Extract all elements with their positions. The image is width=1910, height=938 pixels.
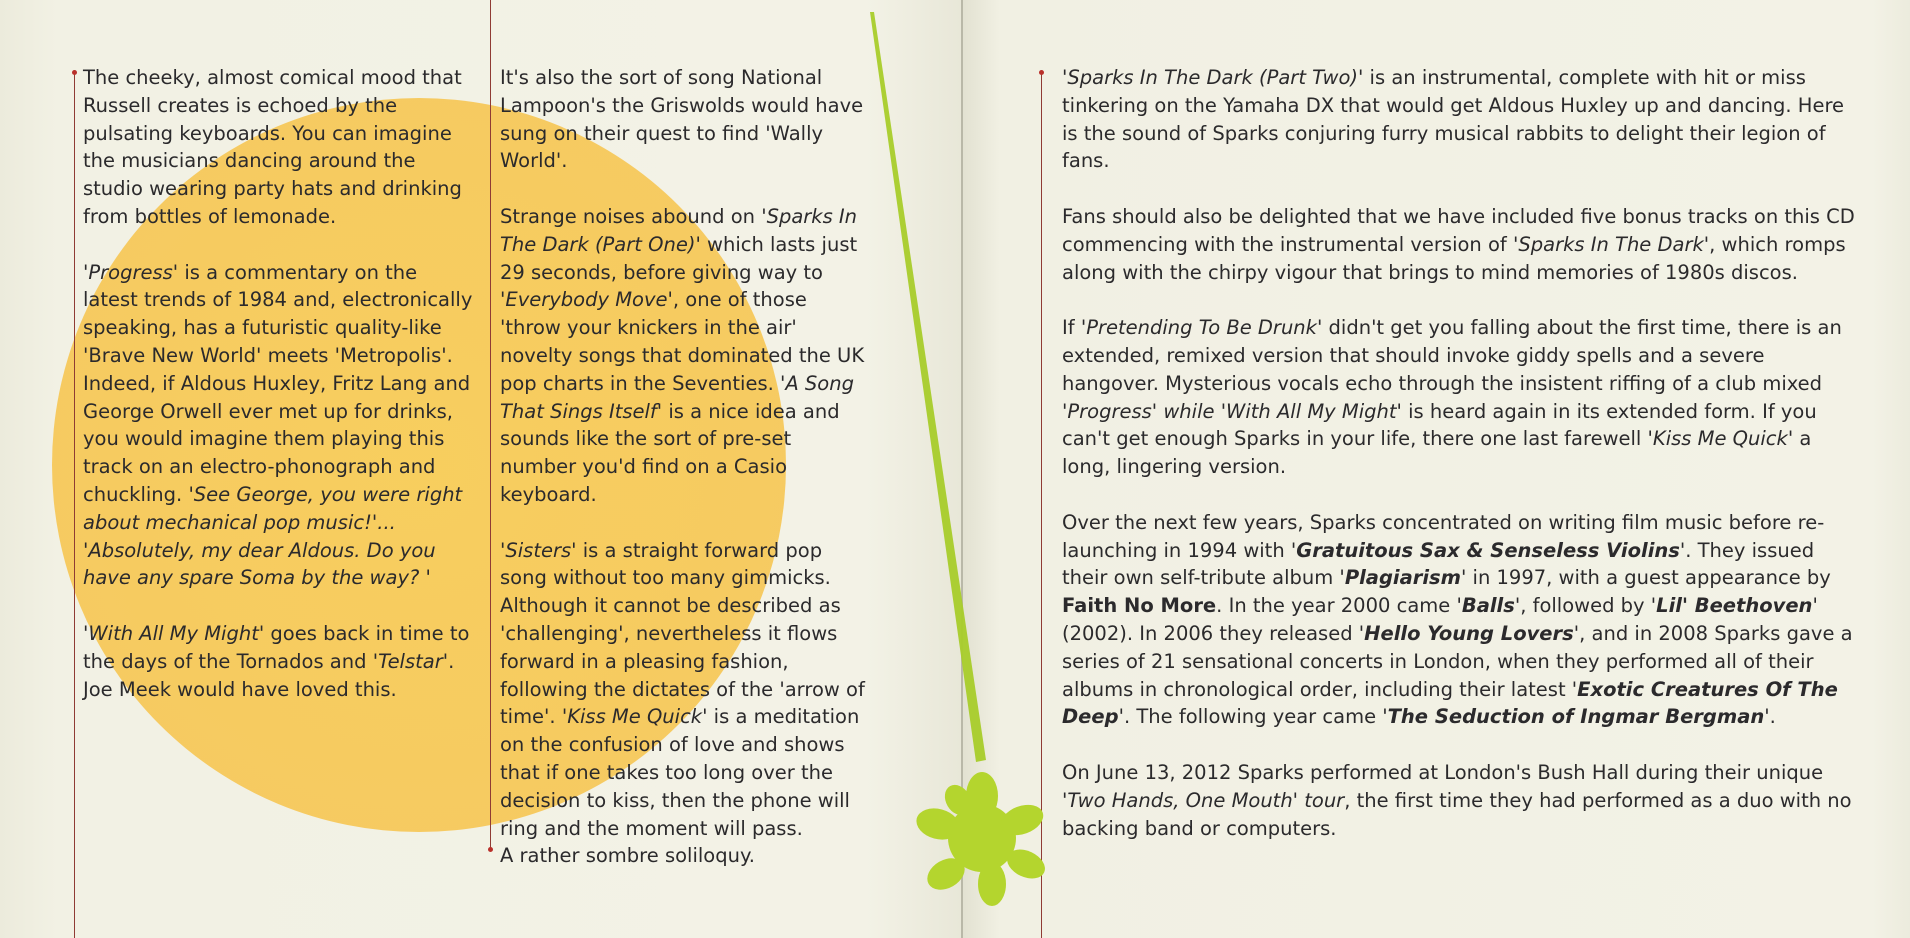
song-title: Pretending To Be Drunk bbox=[1086, 316, 1317, 340]
song-title: Sparks In The Dark bbox=[1518, 232, 1704, 256]
middle-column-text bbox=[500, 64, 870, 898]
album-title: Hello Young Lovers bbox=[1364, 621, 1574, 645]
tour-title: 'Two Hands, One Mouth' tour bbox=[1062, 788, 1345, 812]
album-title: Plagiarism bbox=[1344, 566, 1461, 590]
paragraph: It's also the sort of song National Lampoon's the Griswolds would have sung on their quest to find 'Wally World'. bbox=[500, 66, 864, 173]
song-title: Progress bbox=[88, 260, 173, 284]
paragraph: If 'Pretending To Be Drunk' didn't get you falling about the first time, there is an extended, remixed version that should invoke giddy spells and a severe hangover. Mysterious vocals echo through the insistent riffing of a club mixed 'Progress' while 'With All My Might' is heard again in its extended form. If you can't get enough Sparks in your life, there one last farewell 'Kiss Me Quick' a long, lingering version. bbox=[1062, 316, 1842, 479]
album-title: Balls bbox=[1461, 594, 1515, 618]
song-title: A Song That Sings Itself bbox=[500, 371, 854, 423]
quote: 'See George, you were right about mechanical pop music!'... 'Absolutely, my dear Aldous. Do you have any spare Soma by the way? ' bbox=[83, 482, 463, 590]
song-title: Sparks In The Dark (Part Two) bbox=[1067, 66, 1358, 89]
song-title: Kiss Me Quick bbox=[567, 705, 703, 729]
song-title: Kiss Me Quick bbox=[1652, 427, 1788, 451]
band-name: Faith No More bbox=[1062, 594, 1217, 618]
booklet-spine bbox=[961, 0, 963, 938]
song-title: With All My Might bbox=[88, 621, 259, 645]
album-title: The Seduction of Ingmar Bergman bbox=[1387, 705, 1765, 729]
paragraph: The cheeky, almost comical mood that Russell creates is echoed by the pulsating keyboards. You can imagine the musicians dancing around the studio wearing party hats and drinking from bottles of lemonade. bbox=[83, 66, 462, 228]
left-column-text bbox=[83, 64, 478, 731]
paragraph: On June 13, 2012 Sparks performed at London's Bush Hall during their unique 'Two Hands, One Mouth' tour, the first time they had performed as a duo with no backing band or computers. bbox=[1062, 760, 1852, 840]
right-column-text bbox=[1062, 64, 1860, 870]
paragraph: Strange noises abound on 'Sparks In The Dark (Part One)' which lasts just 29 seconds, before giving way to 'Everybody Move', one of those 'throw your knickers in the air' novelty songs that dominated the UK pop charts in the Seventies. 'A Song That Sings Itself' is a nice idea and sounds like the sort of pre-set number you'd find on a Casio keyboard. bbox=[500, 204, 865, 506]
column-rule-left bbox=[74, 72, 75, 938]
song-title: Sparks In The Dark (Part One) bbox=[500, 204, 858, 256]
song-title: Sisters bbox=[505, 538, 572, 562]
album-title: Gratuitous Sax & Senseless Violins bbox=[1296, 538, 1680, 562]
column-rule-middle bbox=[490, 0, 491, 850]
album-title: Exotic Creatures Of The Deep bbox=[1062, 677, 1838, 729]
paragraph: Over the next few years, Sparks concentrated on writing film music before re-launching in 1994 with 'Gratuitous Sax & Senseless Violins'. They issued their own self-tribute album 'Plagiarism' in 1997, with a guest appearance by Faith No More. In the year 2000 came 'Balls', followed by 'Lil' Beethoven' (2002). In 2006 they released 'Hello Young Lovers', and in 2008 Sparks gave a series of 21 sensational concerts in London, when they performed all of their albums in chronological order, including their latest 'Exotic Creatures Of The Deep'. The following year came 'The Seduction of Ingmar Bergman'. bbox=[1062, 510, 1853, 729]
paragraph: 'Sparks In The Dark (Part Two)' is an instrumental, complete with hit or miss tinkering on the Yamaha DX that would get Aldous Huxley up and dancing. Here is the sound of Sparks conjuring furry musical rabbits to delight their legion of fans. bbox=[1062, 66, 1845, 173]
paragraph: 'Sisters' is a straight forward pop song without too many gimmicks. Although it cannot be described as 'challenging', nevertheless it flows forward in a pleasing fashion, following the dictates of the 'arrow of time'. 'Kiss Me Quick' is a meditation on the confusion of love and shows that if one takes too long over the decision to kiss, then the phone will ring and the moment will pass. A rather sombre soliloquy. bbox=[500, 538, 865, 868]
song-title: Telstar bbox=[378, 649, 443, 673]
song-title: Progress' while 'With All My Might bbox=[1067, 399, 1397, 423]
column-rule-right bbox=[1041, 72, 1042, 938]
paragraph: 'Progress' is a commentary on the latest trends of 1984 and, electronically speaking, has a futuristic quality-like 'Brave New World' meets 'Metropolis'. Indeed, if Aldous Huxley, Fritz Lang and George Orwell ever met up for drinks, you would imagine them playing this track on an electro-phonograph and chuckling. 'See George, you were right about mechanical pop music!'... 'Absolutely, my dear Aldous. Do you have any spare Soma by the way? ' bbox=[83, 260, 473, 590]
song-title: Everybody Move bbox=[505, 288, 668, 312]
paragraph: Fans should also be delighted that we have included five bonus tracks on this CD commencing with the instrumental version of 'Sparks In The Dark', which romps along with the chirpy vigour that brings to mind memories of 1980s discos. bbox=[1062, 204, 1855, 284]
album-title: Lil' Beethoven bbox=[1656, 594, 1813, 618]
paragraph: 'With All My Might' goes back in time to the days of the Tornados and 'Telstar'. Joe Meek would have loved this. bbox=[83, 621, 470, 701]
